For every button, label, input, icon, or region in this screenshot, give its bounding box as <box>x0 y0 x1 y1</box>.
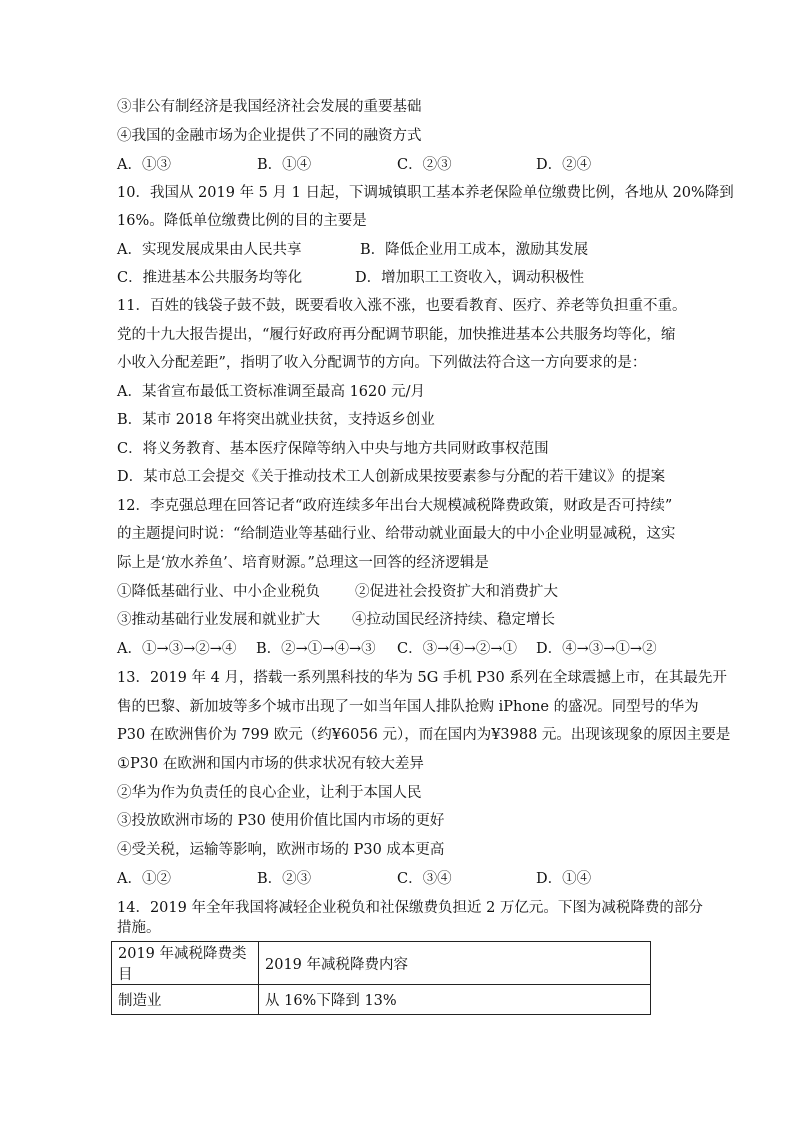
q10-stem-line-1: 10．我国从 2019 年 5 月 1 日起，下调城镇职工基本养老保险单位缴费比例，各地从 20%降到 <box>117 185 734 201</box>
q9-item-4: ④我国的金融市场为企业提供了不同的融资方式 <box>117 128 422 144</box>
q12-option-a: A．①→③→②→④ <box>117 641 237 657</box>
q10-option-b: B．降低企业用工成本，激励其发展 <box>360 242 589 258</box>
q9-option-a: A．①③ <box>117 157 171 173</box>
q13-item-3: ③投放欧洲市场的 P30 使用价值比国内市场的更好 <box>117 813 445 829</box>
q12-item-4: ④拉动国民经济持续、稳定增长 <box>352 612 555 628</box>
q14-stem-line-1: 14．2019 年全年我国将减轻企业税负和社保缴费负担近 2 万亿元。下图为减税降费的部分 <box>117 900 703 916</box>
q13-item-4: ④受关税，运输等影响，欧洲市场的 P30 成本更高 <box>117 842 445 858</box>
table-header-content: 2019 年减税降费内容 <box>259 942 651 985</box>
q13-item-2: ②华为作为负责任的良心企业，让利于本国人民 <box>117 785 422 801</box>
tax-reduction-table <box>111 941 651 1015</box>
q9-item-3: ③非公有制经济是我国经济社会发展的重要基础 <box>117 99 422 115</box>
q10-option-a: A．实现发展成果由人民共享 <box>117 242 302 258</box>
q10-option-d: D．增加职工工资收入，调动积极性 <box>355 270 585 286</box>
q9-option-b: B．①④ <box>257 157 312 173</box>
q14-stem-line-2: 措施。 <box>117 920 161 936</box>
table-cell-content: 从 16%下降到 13% <box>259 985 651 1015</box>
q13-stem-line-2: 售的巴黎、新加坡等多个城市出现了一如当年国人排队抢购 iPhone 的盛况。同型号的华为 <box>117 699 699 715</box>
q10-option-c: C．推进基本公共服务均等化 <box>117 270 303 286</box>
q12-stem-line-1: 12．李克强总理在回答记者“政府连续多年出台大规模减税降费政策，财政是否可持续” <box>117 498 673 514</box>
q12-stem-line-3: 际上是‘放水养鱼’、培育财源。”总理这一回答的经济逻辑是 <box>117 555 489 571</box>
q12-item-3: ③推动基础行业发展和就业扩大 <box>117 612 320 628</box>
q11-stem-line-3: 小收入分配差距”，指明了收入分配调节的方向。下列做法符合这一方向要求的是： <box>117 355 647 371</box>
q12-option-d: D．④→③→①→② <box>536 641 657 657</box>
q12-item-1: ①降低基础行业、中小企业税负 <box>117 584 320 600</box>
q11-option-b: B．某市 2018 年将突出就业扶贫，支持返乡创业 <box>117 412 435 428</box>
table-row <box>112 985 651 1015</box>
q13-stem-line-3: P30 在欧洲售价为 799 欧元（约¥6056 元），而在国内为¥3988 元。出现该现象的原因主要是 <box>117 727 731 743</box>
q13-stem-line-1: 13．2019 年 4 月，搭载一系列黑科技的华为 5G 手机 P30 系列在全球震撼上市，在其最先开 <box>117 670 727 686</box>
q13-option-d: D．①④ <box>536 871 592 887</box>
q12-option-c: C．③→④→②→① <box>397 641 518 657</box>
table-header-category: 2019 年减税降费类目 <box>112 942 259 985</box>
q11-stem-line-1: 11．百姓的钱袋子鼓不鼓，既要看收入涨不涨，也要看教育、医疗、养老等负担重不重。 <box>117 298 687 314</box>
q9-option-c: C．②③ <box>397 157 452 173</box>
q11-option-a: A．某省宣布最低工资标准调至最高 1620 元/月 <box>117 384 425 400</box>
q11-option-c: C．将义务教育、基本医疗保障等纳入中央与地方共同财政事权范围 <box>117 441 549 457</box>
q9-option-d: D．②④ <box>536 157 592 173</box>
q12-option-b: B．②→①→④→③ <box>256 641 376 657</box>
q12-stem-line-2: 的主题提问时说：“给制造业等基础行业、给带动就业面最大的中小企业明显减税，这实 <box>117 526 676 542</box>
q11-option-d: D．某市总工会提交《关于推动技术工人创新成果按要素参与分配的若干建议》的提案 <box>117 469 666 485</box>
q13-option-c: C．③④ <box>397 871 452 887</box>
table-cell-category: 制造业 <box>112 985 259 1015</box>
q11-stem-line-2: 党的十九大报告提出，“履行好政府再分配调节职能，加快推进基本公共服务均等化，缩 <box>117 327 676 343</box>
q13-option-b: B．②③ <box>257 871 312 887</box>
q10-stem-line-2: 16%。降低单位缴费比例的目的主要是 <box>117 213 367 229</box>
q12-item-2: ②促进社会投资扩大和消费扩大 <box>355 584 558 600</box>
table-header-row <box>112 942 651 985</box>
q13-item-1: ①P30 在欧洲和国内市场的供求状况有较大差异 <box>117 756 424 772</box>
q13-option-a: A．①② <box>117 871 171 887</box>
